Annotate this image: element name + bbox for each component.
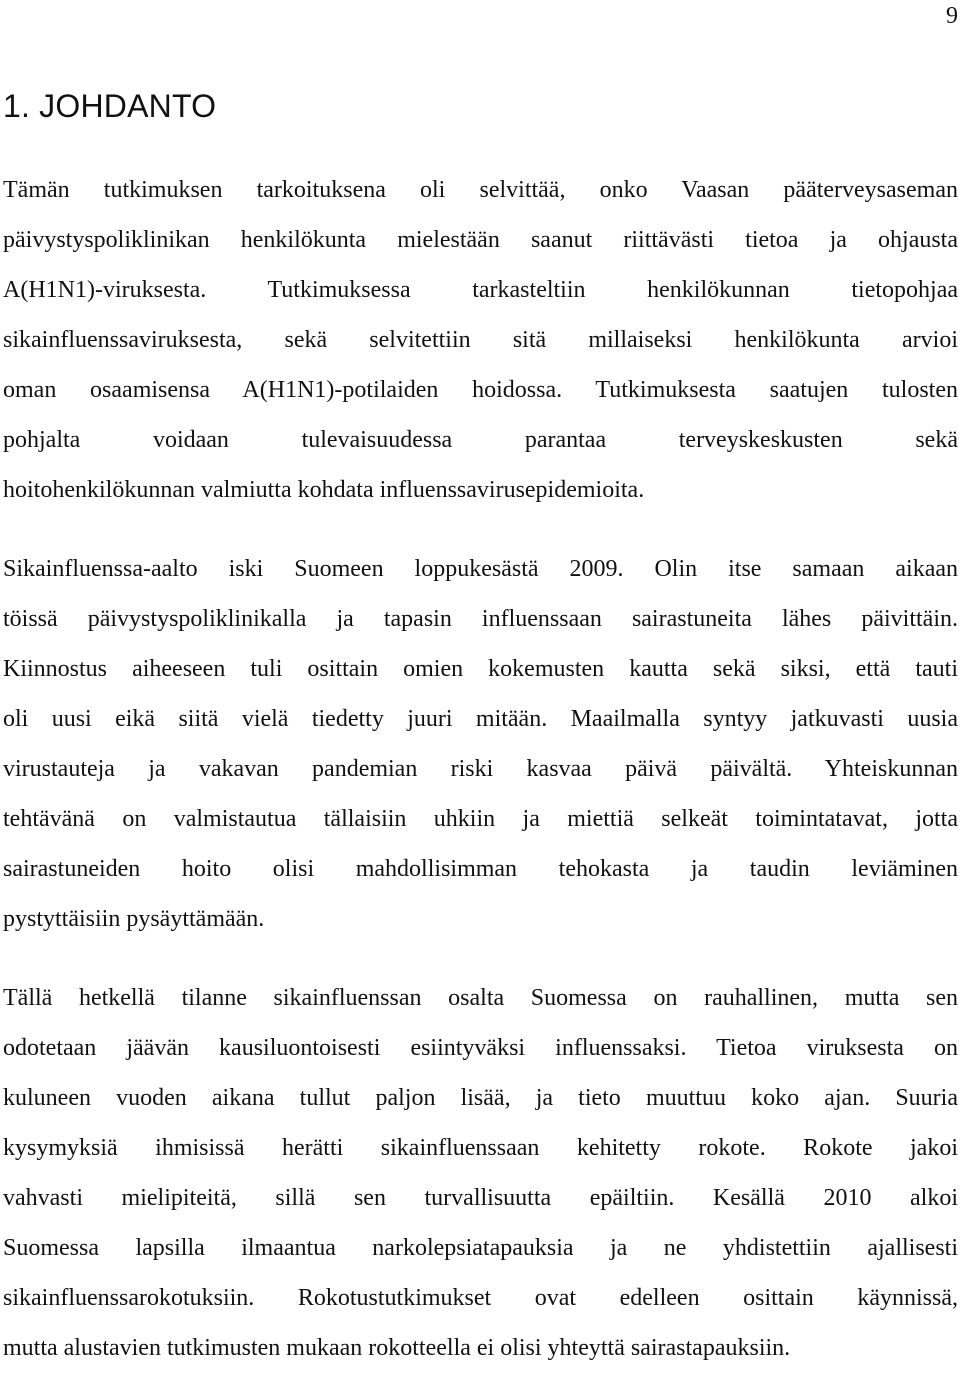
text-line: hoitohenkilökunnan valmiutta kohdata influenssavirusepidemioita.	[3, 477, 645, 503]
text-line: päivystyspoliklinikan henkilökunta mielestään saanut riittävästi tietoa ja ohjausta	[3, 227, 958, 253]
text-line: Tällä hetkellä tilanne sikainfluenssan osalta Suomessa on rauhallinen, mutta sen	[3, 985, 958, 1011]
text-line: A(H1N1)-viruksesta. Tutkimuksessa tarkasteltiin henkilökunnan tietopohjaa	[3, 277, 958, 303]
text-line: sikainfluenssaviruksesta, sekä selvitettiin sitä millaiseksi henkilökunta arvioi	[3, 327, 958, 353]
text-line: virustauteja ja vakavan pandemian riski kasvaa päivä päivältä. Yhteiskunnan	[3, 756, 958, 782]
text-line: Sikainfluenssa-aalto iski Suomeen loppukesästä 2009. Olin itse samaan aikaan	[3, 556, 958, 582]
text-line: Kiinnostus aiheeseen tuli osittain omien kokemusten kautta sekä siksi, että tauti	[3, 656, 958, 682]
text-line: kuluneen vuoden aikana tullut paljon lisää, ja tieto muuttuu koko ajan. Suuria	[3, 1085, 958, 1111]
text-line: töissä päivystyspoliklinikalla ja tapasin influenssaan sairastuneita lähes päivittäin.	[3, 606, 958, 632]
chapter-heading: 1. JOHDANTO	[3, 88, 217, 124]
text-line: kysymyksiä ihmisissä herätti sikainfluenssaan kehitetty rokote. Rokote jakoi	[3, 1135, 958, 1161]
text-line: tehtävänä on valmistautua tällaisiin uhkiin ja miettiä selkeät toimintatavat, jotta	[3, 806, 958, 832]
text-line: oli uusi eikä siitä vielä tiedetty juuri mitään. Maailmalla syntyy jatkuvasti uusia	[3, 706, 958, 732]
text-line: sikainfluenssarokotuksiin. Rokotustutkimukset ovat edelleen osittain käynnissä,	[3, 1285, 958, 1311]
text-line: pystyttäisiin pysäyttämään.	[3, 906, 265, 932]
text-line: Suomessa lapsilla ilmaantua narkolepsiatapauksia ja ne yhdistettiin ajallisesti	[3, 1235, 958, 1261]
paragraph-3	[3, 973, 958, 1373]
paragraph-1	[3, 165, 958, 515]
text-line: Tämän tutkimuksen tarkoituksena oli selvittää, onko Vaasan pääterveysaseman	[3, 177, 958, 203]
text-line: oman osaamisensa A(H1N1)-potilaiden hoidossa. Tutkimuksesta saatujen tulosten	[3, 377, 958, 403]
text-line: mutta alustavien tutkimusten mukaan rokotteella ei olisi yhteyttä sairastapauksiin.	[3, 1335, 791, 1361]
page-number: 9	[946, 3, 958, 29]
paragraph-2	[3, 544, 958, 944]
text-line: odotetaan jäävän kausiluontoisesti esiintyväksi influenssaksi. Tietoa viruksesta on	[3, 1035, 958, 1061]
text-line: sairastuneiden hoito olisi mahdollisimman tehokasta ja taudin leviäminen	[3, 856, 958, 882]
text-line: vahvasti mielipiteitä, sillä sen turvallisuutta epäiltiin. Kesällä 2010 alkoi	[3, 1185, 958, 1211]
text-line: pohjalta voidaan tulevaisuudessa parantaa terveyskeskusten sekä	[3, 427, 958, 453]
